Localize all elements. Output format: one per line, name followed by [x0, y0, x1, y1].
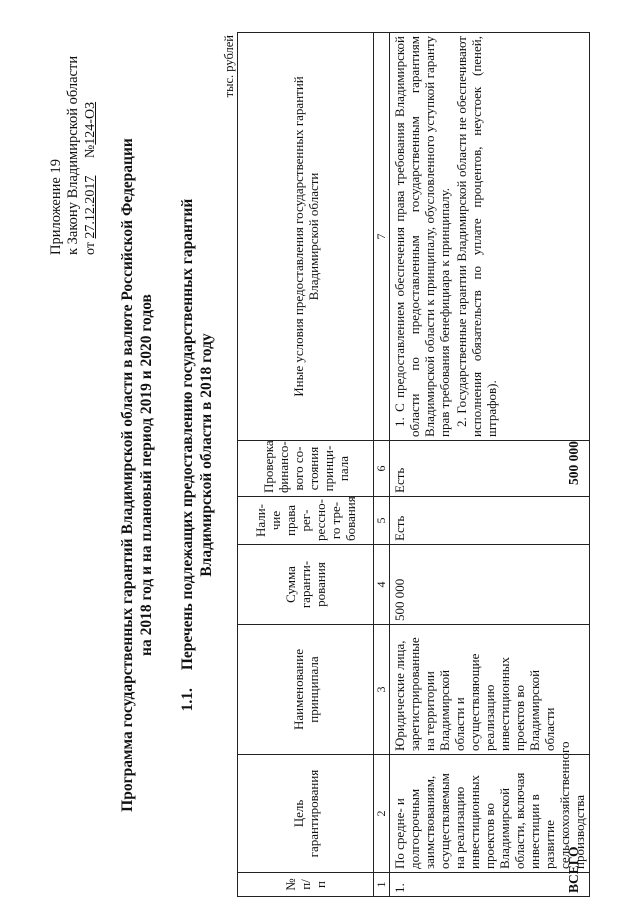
total-amount: 500 000	[566, 441, 581, 485]
header-amount: Сумма гаранти-рования	[238, 545, 374, 625]
section-title-line-1: Перечень подлежащих предоставлению государственных гарантий	[179, 198, 196, 671]
appendix-law-ref: к Закону Владимирской области	[65, 55, 81, 255]
row-conditions	[390, 33, 590, 441]
row-purpose: По средне- и долгосрочным заимствованиям, осуществляемым на реализацию инвестиционных проектов во Владимирской области, включая инвестиции в развитие сельскохозяйственного производства	[390, 755, 590, 873]
row-amount: 500 000	[390, 545, 590, 625]
index-cell: 3	[374, 625, 390, 755]
header-financial-check: Проверка финансо-вого со-стояния принци-пала	[238, 441, 374, 497]
index-cell: 1	[374, 873, 390, 897]
index-cell: 7	[374, 33, 390, 441]
index-cell: 5	[374, 497, 390, 545]
date-prefix: от	[83, 242, 98, 255]
section-title	[178, 155, 216, 755]
condition-item: 2. Государственные гарантии Владимирской области не обеспечивают исполнения обязательств по уплате процентов, неустоек (пеней, штрафов).	[454, 36, 499, 437]
header-purpose: Цель гарантирования	[238, 755, 374, 873]
header-conditions: Иные условия предоставления государственных гарантий Владимирской области	[238, 33, 374, 441]
condition-item: 1. С предоставлением обеспечения права требования Владимирской области по предоставленным государственным гарантиям Владимирской области к принципалу, обусловленного уступкой гаранту прав требования бенефициара к принципалу.	[392, 36, 452, 437]
table-header-row	[238, 33, 374, 897]
appendix-block	[48, 15, 99, 255]
header-principal: Наименование принципала	[238, 625, 374, 755]
total-label: ВСЕГО	[566, 846, 581, 893]
row-number: 1.	[390, 873, 590, 897]
document-title	[118, 85, 156, 865]
title-line-1: Программа государственных гарантий Владимирской области в валюте Российской Федерации	[119, 138, 136, 812]
number-prefix: №	[83, 144, 98, 159]
appendix-number: Приложение 19	[48, 159, 64, 255]
units-label: тыс. рублей	[222, 35, 236, 98]
law-date: 27.12.2017	[83, 175, 98, 239]
row-principal: Юридические лица, зарегистрированные на территории Владимирской области и осуществляющие реализацию инвестиционных проектов во Владимирской области	[390, 625, 590, 755]
index-cell: 2	[374, 755, 390, 873]
header-regress: Нали-чие права рег-рессно-го тре-бования	[238, 497, 374, 545]
table-row	[390, 33, 590, 897]
title-line-2: на 2018 год и на плановый период 2019 и 2020 годов	[138, 294, 155, 656]
row-regress: Есть	[390, 497, 590, 545]
table-index-row	[374, 33, 390, 897]
law-number: 124-ОЗ	[83, 101, 98, 145]
appendix-date-line	[82, 15, 99, 255]
index-cell: 4	[374, 545, 390, 625]
header-number: № п/п	[238, 873, 374, 897]
section-title-line-2: Владимирской области в 2018 году	[198, 333, 215, 577]
section-number: 1.1.	[179, 688, 196, 712]
guarantees-table	[237, 32, 590, 897]
index-cell: 6	[374, 441, 390, 497]
row-financial-check: Есть	[390, 441, 590, 497]
